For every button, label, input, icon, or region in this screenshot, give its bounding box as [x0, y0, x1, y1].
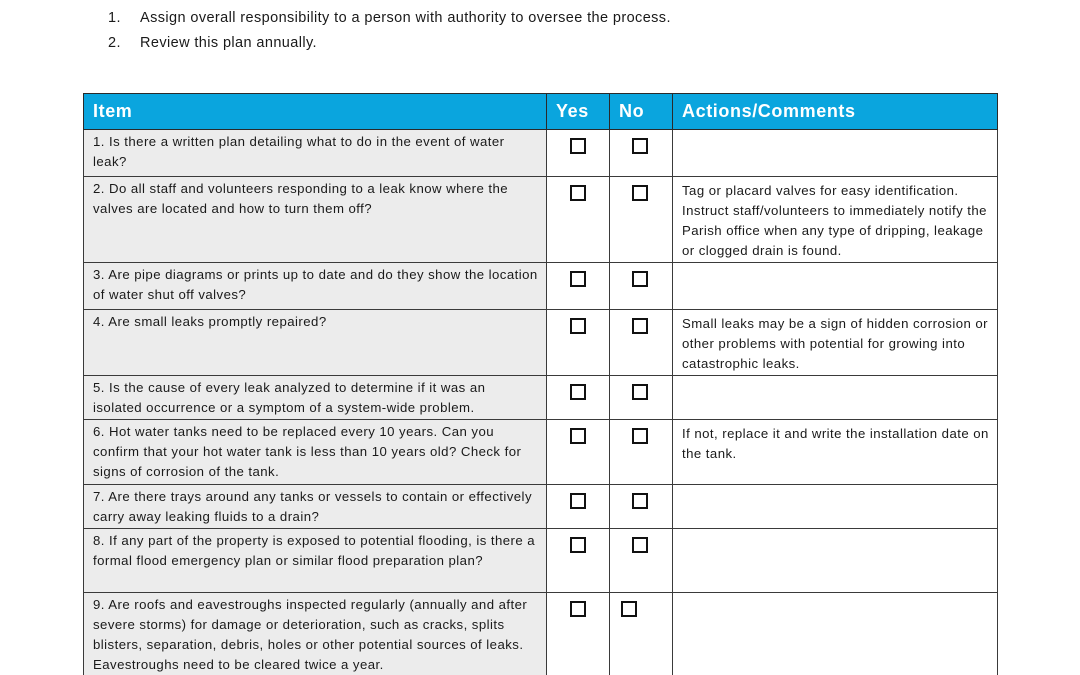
item-question: 4. Are small leaks promptly repaired?: [84, 310, 547, 376]
intro-steps-list: [108, 8, 671, 58]
yes-cell: [547, 485, 610, 529]
no-cell: [610, 310, 673, 376]
yes-checkbox[interactable]: [570, 271, 586, 287]
yes-cell: [547, 376, 610, 420]
no-checkbox[interactable]: [632, 384, 648, 400]
comment-cell: Small leaks may be a sign of hidden corrosion or other problems with potential for growing into catastrophic leaks.: [673, 310, 998, 376]
step-text: Review this plan annually.: [140, 35, 317, 51]
header-no: No: [610, 94, 673, 130]
no-cell: [610, 529, 673, 593]
yes-checkbox[interactable]: [570, 493, 586, 509]
yes-checkbox[interactable]: [570, 537, 586, 553]
no-cell: [610, 263, 673, 310]
yes-cell: [547, 263, 610, 310]
item-question: 6. Hot water tanks need to be replaced every 10 years. Can you confirm that your hot water tank is less than 10 years old? Check for signs of corrosion of the tank.: [84, 420, 547, 485]
comment-cell: [673, 130, 998, 177]
no-cell: [610, 420, 673, 485]
no-checkbox[interactable]: [632, 537, 648, 553]
comment-cell: [673, 593, 998, 675]
step-text: Assign overall responsibility to a person with authority to oversee the process.: [140, 10, 671, 26]
comment-cell: [673, 485, 998, 529]
intro-step: [108, 33, 671, 58]
yes-checkbox[interactable]: [570, 138, 586, 154]
item-question: 9. Are roofs and eavestroughs inspected regularly (annually and after severe storms) for damage or deterioration, such as cracks, splits blisters, separation, debris, holes or other potential sources of leaks. Eavestroughs need to be cleared twice a year.: [84, 593, 547, 675]
yes-checkbox[interactable]: [570, 601, 586, 617]
yes-cell: [547, 310, 610, 376]
table-row: [84, 177, 998, 263]
table-row: [84, 130, 998, 177]
item-question: 2. Do all staff and volunteers responding to a leak know where the valves are located and how to turn them off?: [84, 177, 547, 263]
table-row: [84, 376, 998, 420]
no-cell: [610, 376, 673, 420]
yes-cell: [547, 130, 610, 177]
comment-cell: Tag or placard valves for easy identification. Instruct staff/volunteers to immediately notify the Parish office when any type of dripping, leakage or clogged drain is found.: [673, 177, 998, 263]
header-yes: Yes: [547, 94, 610, 130]
yes-cell: [547, 529, 610, 593]
yes-checkbox[interactable]: [570, 318, 586, 334]
no-cell: [610, 177, 673, 263]
no-checkbox[interactable]: [632, 138, 648, 154]
step-number: 1.: [108, 10, 121, 26]
item-question: 5. Is the cause of every leak analyzed to determine if it was an isolated occurrence or a symptom of a system-wide problem.: [84, 376, 547, 420]
no-cell: [610, 485, 673, 529]
comment-cell: [673, 529, 998, 593]
table-row: [84, 263, 998, 310]
yes-checkbox[interactable]: [570, 384, 586, 400]
item-question: 7. Are there trays around any tanks or vessels to contain or effectively carry away leaking fluids to a drain?: [84, 485, 547, 529]
no-checkbox[interactable]: [632, 428, 648, 444]
step-number: 2.: [108, 35, 121, 51]
yes-checkbox[interactable]: [570, 185, 586, 201]
yes-cell: [547, 420, 610, 485]
table-row: [84, 485, 998, 529]
no-checkbox[interactable]: [632, 185, 648, 201]
header-comments: Actions/Comments: [673, 94, 998, 130]
table-row: [84, 310, 998, 376]
header-row: [84, 94, 998, 130]
intro-step: [108, 8, 671, 33]
water-leak-checklist-table: [83, 93, 998, 675]
comment-cell: [673, 263, 998, 310]
table-row: [84, 529, 998, 593]
table-row: [84, 420, 998, 485]
no-checkbox[interactable]: [632, 271, 648, 287]
no-cell: [610, 593, 673, 675]
no-checkbox[interactable]: [632, 493, 648, 509]
no-checkbox[interactable]: [632, 318, 648, 334]
comment-cell: If not, replace it and write the installation date on the tank.: [673, 420, 998, 485]
table-row: [84, 593, 998, 675]
item-question: 8. If any part of the property is exposed to potential flooding, is there a formal flood emergency plan or similar flood preparation plan?: [84, 529, 547, 593]
yes-cell: [547, 177, 610, 263]
header-item: Item: [84, 94, 547, 130]
no-cell: [610, 130, 673, 177]
comment-cell: [673, 376, 998, 420]
item-question: 1. Is there a written plan detailing what to do in the event of water leak?: [84, 130, 547, 177]
item-question: 3. Are pipe diagrams or prints up to date and do they show the location of water shut off valves?: [84, 263, 547, 310]
no-checkbox[interactable]: [621, 601, 637, 617]
yes-cell: [547, 593, 610, 675]
yes-checkbox[interactable]: [570, 428, 586, 444]
